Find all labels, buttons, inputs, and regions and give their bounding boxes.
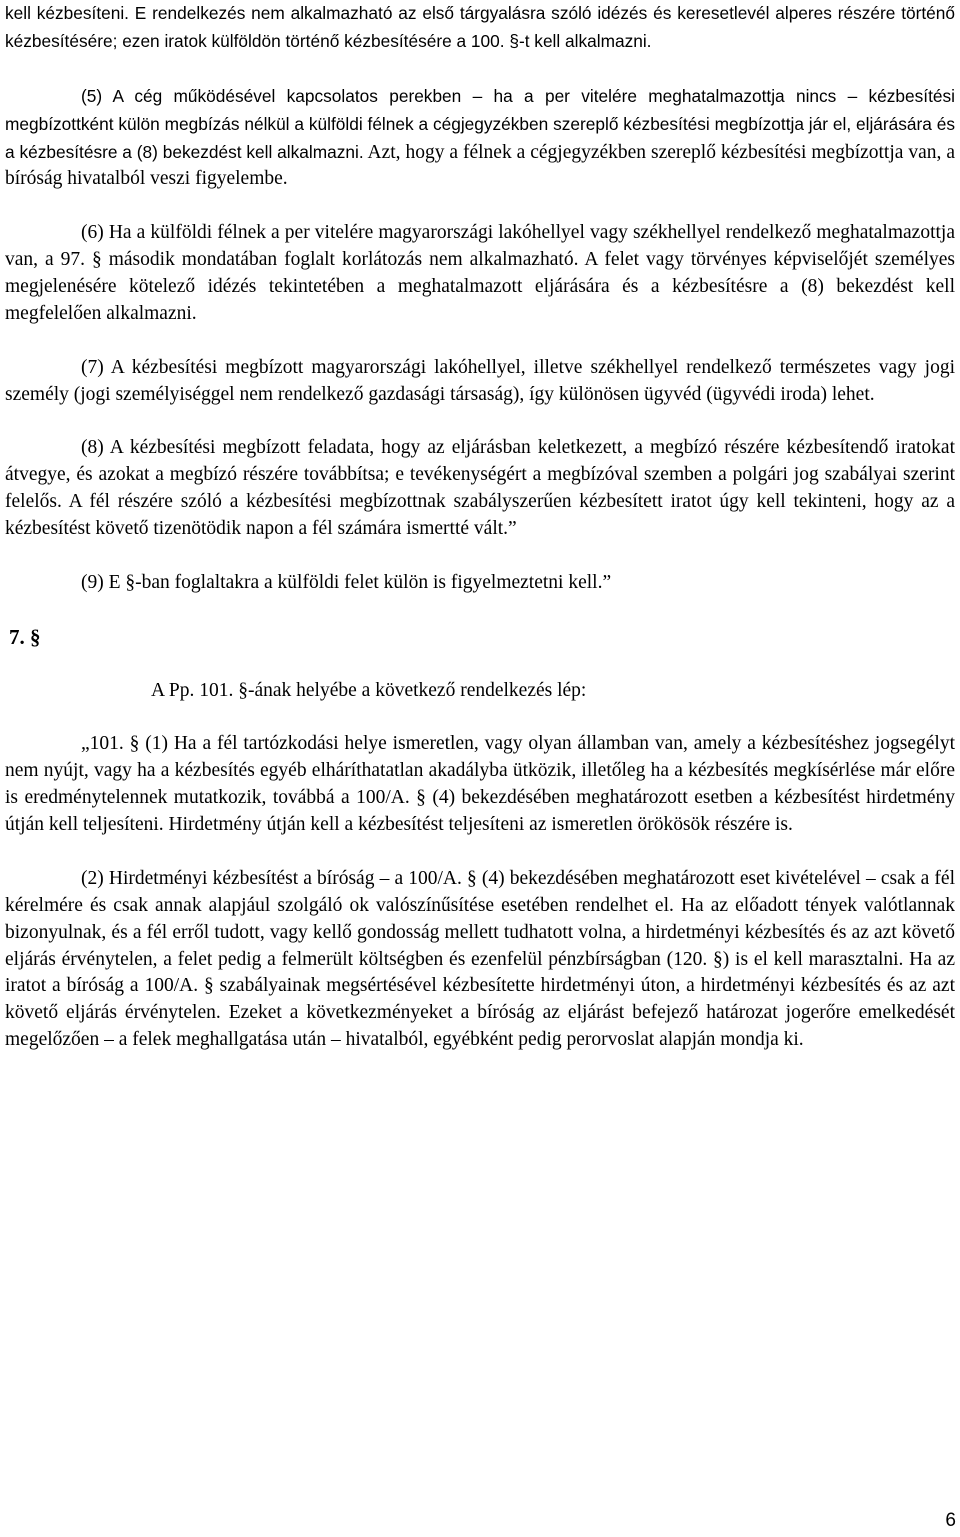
paragraph-101-1: „101. § (1) Ha a fél tartózkodási helye ismeretlen, vagy olyan államban van, amely a kézbesítéshez jogsegélyt nem nyújt, vagy ha a kézbesítés egyéb elháríthatatlan akadályba ütközik, illetőleg ha a kézbesítés megkísérlése már előre is eredménytelennek mutatkozik, továbbá a 100/A. § (4) bekezdésében meghatározott esetben a kézbesítést hirdetmény útján kell teljesíteni. Hirdetmény útján kell a kézbesítést teljesíteni az ismeretlen örökösök részére is. xyxy=(5,733,955,836)
document-page xyxy=(5,0,955,1081)
paragraph-7: (7) A kézbesítési megbízott magyarországi lakóhellyel, illetve székhellyel rendelkező természetes vagy jogi személy (jogi személyiséggel nem rendelkező gazdasági társaság), így különösen ügyvéd (ügyvédi iroda) lehet. xyxy=(5,356,955,405)
paragraph-continuation-text: kell kézbesíteni. E rendelkezés nem alkalmazható az első tárgyalásra szóló idézés és keresetlevél alperes részére történő kézbesítésére; ezen iratok külföldön történő kézbesítésére a 100. §-t kell alkalmazni. xyxy=(5,3,955,51)
paragraph-8: (8) A kézbesítési megbízott feladata, hogy az eljárásban keletkezett, a megbízó részére kézbesítendő iratokat átvegye, és azokat a megbízó részére továbbítsa; e tevékenységért a megbízóval szemben a polgári jog szabályai szerint felelős. A fél részére szóló a kézbesítési megbízottnak szabályszerűen kézbesített iratot úgy kell tekinteni, hogy az a kézbesítést követő tizenötödik napon a fél számára ismertté vált.” xyxy=(5,437,955,540)
paragraph-101-2-text-b: Ha az előadott tények valótlannak bizonyulnak, és a fél erről tudott, vagy kellő gondosság mellett tudhatott volna, a hirdetményi kézbesítés és az azt követő eljárás érvénytelen, a felet pedig a felmerült költségben és ezenfelül pénzbírságban (120. §) is el kell marasztalni. Ha az iratot a bíróság a 100/A. § szabályainak megsértésével kézbesítette hirdetményi úton, a hirdetményi kézbesítés és az azt követő eljárás érvénytelen. Ezeket a következményeket a bíróság az eljárást befejező határozat jogerőre emelkedését megelőzően – a felek meghallgatása után – hivatalból, egyébként pedig perorvoslat alapján mondja ki. xyxy=(5,894,956,1051)
paragraph-6-text-a: (6) Ha a külföldi félnek a per vitelére magyarországi lakóhellyel vagy székhellyel rendelkező meghatalmazottja van, a 97. § második mondatában foglalt korlátozás nem alkalmazható. xyxy=(5,222,955,271)
section-heading: 7. § xyxy=(9,624,41,649)
paragraph-101-2-text-a: (2) Hirdetményi kézbesítést a bíróság – a 100/A. § (4) bekezdésében meghatározott eset kivételével – csak a fél kérelmére és csak annak alapjául szolgáló ok valószínűsítése esetében rendelhet el. xyxy=(5,867,955,916)
paragraph-6-text-b: A felet vagy törvényes képviselőjét személyes megjelenésére kötelező idézés tekintetében a meghatalmazott eljárására és a kézbesítésre a (8) bekezdést kell megfelelően alkalmazni. xyxy=(5,249,955,324)
paragraph-continuation xyxy=(5,0,955,56)
page-number: 6 xyxy=(945,1510,956,1531)
paragraph-5-text-b: Azt, hogy a félnek a cégjegyzékben szereplő kézbesítési megbízottja van, a bíróság hivatalból veszi figyelembe. xyxy=(5,141,955,190)
paragraph-6 xyxy=(5,220,955,328)
paragraph-101-2 xyxy=(5,866,955,1054)
section-intro: A Pp. 101. §-ának helyébe a következő rendelkezés lép: xyxy=(151,679,587,701)
paragraph-9: (9) E §-ban foglaltakra a külföldi felet külön is figyelmeztetni kell.” xyxy=(81,571,612,593)
paragraph-5 xyxy=(5,83,955,194)
paragraph-5-text-a: (5) A cég működésével kapcsolatos perekben – ha a per vitelére meghatalmazottja nincs – kézbesítési megbízottként külön megbízás nélkül a külföldi félnek a cégjegyzékben szereplő kézbesítési megbízottja jár el, eljárására és a kézbesítésre a (8) bekezdést kell alkalmazni. xyxy=(5,85,955,162)
